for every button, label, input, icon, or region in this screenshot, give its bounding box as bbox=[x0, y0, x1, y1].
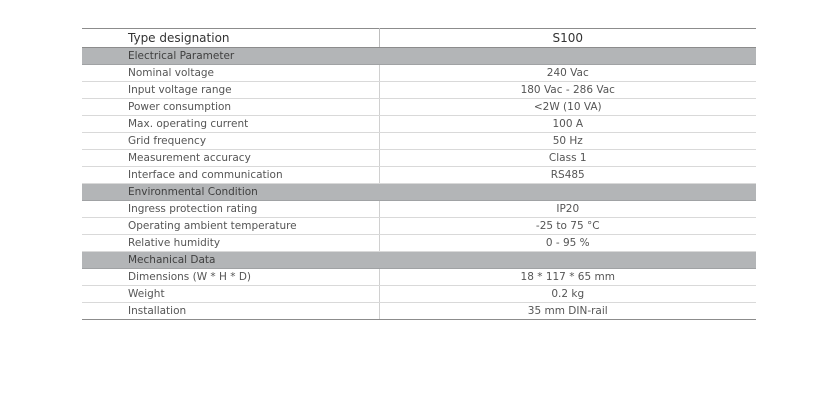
param-label: Max. operating current bbox=[82, 116, 379, 133]
param-value: IP20 bbox=[379, 201, 756, 218]
section-header-mechanical bbox=[82, 252, 756, 269]
param-value: RS485 bbox=[379, 167, 756, 184]
param-label: Ingress protection rating bbox=[82, 201, 379, 218]
section-header-electrical bbox=[82, 48, 756, 65]
param-label: Relative humidity bbox=[82, 235, 379, 252]
section-title: Electrical Parameter bbox=[82, 48, 756, 65]
param-value: 100 A bbox=[379, 116, 756, 133]
param-label: Grid frequency bbox=[82, 133, 379, 150]
param-label: Measurement accuracy bbox=[82, 150, 379, 167]
param-value: Class 1 bbox=[379, 150, 756, 167]
table-row bbox=[82, 82, 756, 99]
param-label: Dimensions (W * H * D) bbox=[82, 269, 379, 286]
table-row bbox=[82, 150, 756, 167]
table-row bbox=[82, 286, 756, 303]
table-header-row bbox=[82, 29, 756, 48]
param-value: 18 * 117 * 65 mm bbox=[379, 269, 756, 286]
param-label: Operating ambient temperature bbox=[82, 218, 379, 235]
table-row bbox=[82, 65, 756, 82]
param-value: 0.2 kg bbox=[379, 286, 756, 303]
section-title: Mechanical Data bbox=[82, 252, 756, 269]
param-label: Interface and communication bbox=[82, 167, 379, 184]
table-row bbox=[82, 303, 756, 320]
param-value: -25 to 75 °C bbox=[379, 218, 756, 235]
param-value: 35 mm DIN-rail bbox=[379, 303, 756, 320]
param-label: Input voltage range bbox=[82, 82, 379, 99]
param-value: <2W (10 VA) bbox=[379, 99, 756, 116]
table-row bbox=[82, 116, 756, 133]
param-label: Installation bbox=[82, 303, 379, 320]
section-header-environmental bbox=[82, 184, 756, 201]
param-label: Nominal voltage bbox=[82, 65, 379, 82]
param-label: Weight bbox=[82, 286, 379, 303]
table-row bbox=[82, 201, 756, 218]
table-row bbox=[82, 269, 756, 286]
model-name: S100 bbox=[379, 29, 756, 48]
table-row bbox=[82, 133, 756, 150]
table-row bbox=[82, 99, 756, 116]
type-designation-label: Type designation bbox=[82, 29, 379, 48]
section-title: Environmental Condition bbox=[82, 184, 756, 201]
param-value: 0 - 95 % bbox=[379, 235, 756, 252]
param-value: 240 Vac bbox=[379, 65, 756, 82]
param-value: 180 Vac - 286 Vac bbox=[379, 82, 756, 99]
spec-table bbox=[82, 28, 756, 320]
param-label: Power consumption bbox=[82, 99, 379, 116]
table-row bbox=[82, 218, 756, 235]
table-row bbox=[82, 167, 756, 184]
param-value: 50 Hz bbox=[379, 133, 756, 150]
table-row bbox=[82, 235, 756, 252]
